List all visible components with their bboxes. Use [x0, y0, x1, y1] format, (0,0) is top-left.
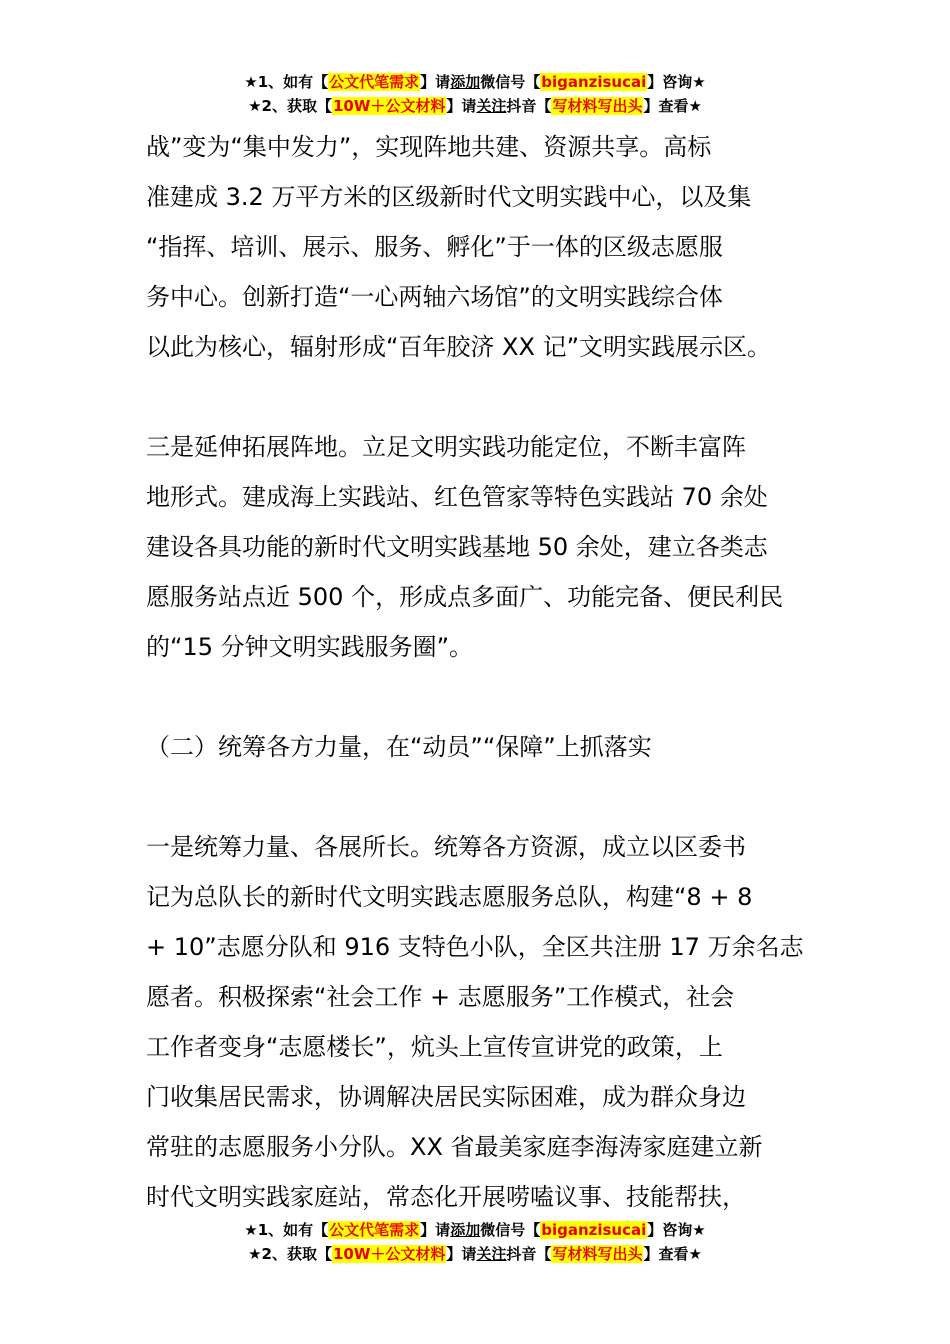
promo-text: 】咨询★ [647, 73, 706, 91]
promo-highlight: biganzisucai [541, 1221, 647, 1239]
heading-text: （二）统筹各方力量，在“动员”“保障”上抓落实 [146, 733, 652, 761]
promo-line-2 [0, 94, 950, 118]
promo-highlight: 写材料写出头 [552, 1245, 643, 1263]
promo-text: ★1、如有【 [244, 73, 329, 91]
text-line: “指挥、培训、展示、服务、孵化”于一体的区级志愿服 [146, 233, 723, 261]
text-line: 愿服务站点近 500 个，形成点多面广、功能完备、便民利民 [146, 583, 784, 611]
text-line: 门收集居民需求，协调解决居民实际困难，成为群众身边 [146, 1083, 746, 1111]
paragraph-gap [146, 772, 808, 822]
paragraph-2 [146, 422, 808, 672]
promo-underlined: 关注 [476, 97, 507, 115]
text-line: 一是统筹力量、各展所长。统筹各方资源，成立以区委书 [146, 833, 746, 861]
promo-highlight: 10W＋公文材料 [332, 97, 446, 115]
text-line: 地形式。建成海上实践站、红色管家等特色实践站 70 余处 [146, 483, 768, 511]
promo-text: 】查看★ [643, 1245, 702, 1263]
promo-line-2 [0, 1242, 950, 1266]
promo-text: 】查看★ [643, 97, 702, 115]
promo-text: 】请 [420, 73, 451, 91]
promo-text: 抖音【 [506, 97, 552, 115]
text-line: 准建成 3.2 万平方米的区级新时代文明实践中心，以及集 [146, 183, 752, 211]
paragraph-1 [146, 122, 808, 372]
promo-text: 微信号【 [480, 73, 541, 91]
promo-text: 微信号【 [480, 1221, 541, 1239]
promo-line-1 [0, 70, 950, 94]
promo-text: 】咨询★ [647, 1221, 706, 1239]
promo-text: ★1、如有【 [244, 1221, 329, 1239]
text-line: 建设各具功能的新时代文明实践基地 50 余处，建立各类志 [146, 533, 768, 561]
footer-promo-banner [0, 1218, 950, 1266]
paragraph-gap [146, 372, 808, 422]
text-line: + 10”志愿分队和 916 支特色小队，全区共注册 17 万余名志 [146, 933, 804, 961]
header-promo-banner [0, 70, 950, 118]
text-line: 以此为核心，辐射形成“百年胶济 XX 记”文明实践展示区。 [146, 333, 772, 361]
text-line: 时代文明实践家庭站，常态化开展唠嗑议事、技能帮扶， [146, 1183, 746, 1211]
paragraph-gap [146, 672, 808, 722]
promo-underlined: 添加 [450, 73, 481, 91]
text-line: 常驻的志愿服务小分队。XX 省最美家庭李海涛家庭建立新 [146, 1133, 763, 1161]
promo-text: 】请 [420, 1221, 451, 1239]
promo-highlight: 10W＋公文材料 [332, 1245, 446, 1263]
promo-text: ★2、获取【 [248, 1245, 332, 1263]
promo-highlight: biganzisucai [541, 73, 647, 91]
promo-underlined: 关注 [476, 1245, 507, 1263]
text-line: 务中心。创新打造“一心两轴六场馆”的文明实践综合体 [146, 283, 723, 311]
section-heading [146, 722, 808, 772]
text-line: 战”变为“集中发力”，实现阵地共建、资源共享。高标 [146, 133, 712, 161]
text-line: 三是延伸拓展阵地。立足文明实践功能定位，不断丰富阵 [146, 433, 746, 461]
promo-text: 】请 [446, 97, 477, 115]
promo-line-1 [0, 1218, 950, 1242]
promo-text: 抖音【 [506, 1245, 552, 1263]
promo-highlight: 公文代笔需求 [329, 73, 420, 91]
text-line: 工作者变身“志愿楼长”，炕头上宣传宣讲党的政策，上 [146, 1033, 723, 1061]
text-line: 愿者。积极探索“社会工作 + 志愿服务”工作模式，社会 [146, 983, 735, 1011]
text-line: 的“15 分钟文明实践服务圈”。 [146, 633, 474, 661]
text-line: 记为总队长的新时代文明实践志愿服务总队，构建“8 + 8 [146, 883, 753, 911]
promo-text: 】请 [446, 1245, 477, 1263]
promo-highlight: 写材料写出头 [552, 97, 643, 115]
document-body [146, 122, 808, 1222]
paragraph-3 [146, 822, 808, 1222]
promo-highlight: 公文代笔需求 [329, 1221, 420, 1239]
promo-underlined: 添加 [450, 1221, 481, 1239]
promo-text: ★2、获取【 [248, 97, 332, 115]
